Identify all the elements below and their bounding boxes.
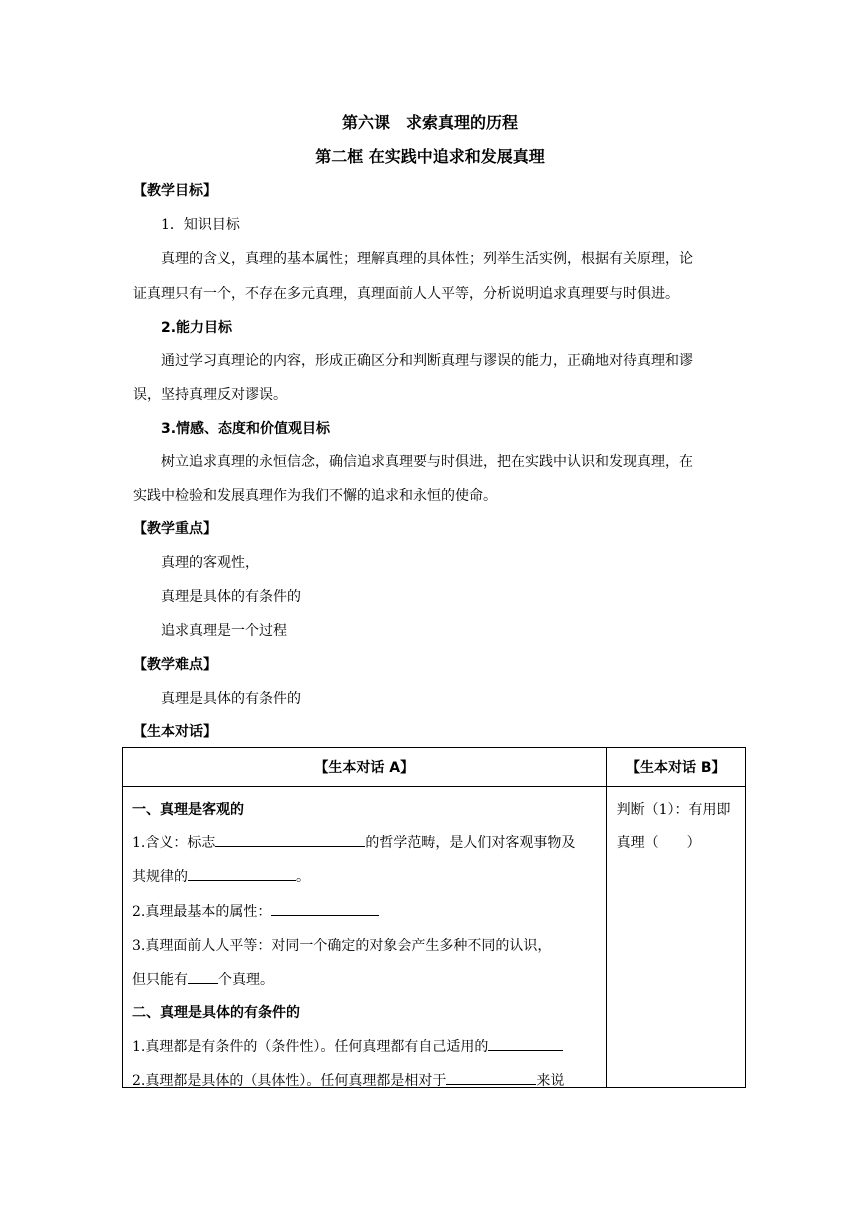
fill-in-item: 3.真理面前人人平等：对同一个确定的对象会产生多种不同的认识，: [132, 938, 552, 954]
judgment-line: 判断（1）：有用即: [616, 802, 731, 818]
fill-in-item: 1.含义：标志 的哲学范畴，是人们对客观事物及: [132, 832, 575, 852]
goals-heading: 【教学目标】: [133, 183, 217, 199]
dialogue-table: [122, 747, 746, 1088]
dialogue-a-cell: [123, 787, 607, 1088]
lesson-subtitle: 第二框 在实践中追求和发展真理: [315, 147, 545, 166]
key-points-heading: 【教学重点】: [133, 521, 217, 537]
ability-goal-line: 误，坚持真理反对谬误。: [133, 387, 287, 403]
answer-blank[interactable]: [488, 1036, 563, 1051]
key-point-item: 追求真理是一个过程: [161, 623, 287, 639]
knowledge-goal-heading: 1．知识目标: [161, 217, 240, 233]
knowledge-goal-line: 证真理只有一个，不存在多元真理，真理面前人人平等，分析说明追求真理要与时俱进。: [133, 286, 679, 302]
difficulty-heading: 【教学难点】: [133, 657, 217, 673]
fill-in-item: 但只能有 个真理。: [132, 969, 274, 989]
fill-in-item: 2.真理最基本的属性：: [132, 901, 379, 921]
ability-goal-heading: 2.能力目标: [161, 320, 233, 336]
section-heading: 二、真理是具体的有条件的: [132, 1005, 300, 1021]
dialogue-heading: 【生本对话】: [133, 724, 217, 740]
dialogue-b-cell: [606, 787, 745, 1088]
fill-in-item: 其规律的 。: [132, 866, 310, 886]
answer-blank[interactable]: [446, 1070, 536, 1085]
emotion-goal-heading: 3.情感、态度和价值观目标: [161, 421, 331, 437]
lesson-title: 第六课 求索真理的历程: [341, 113, 518, 132]
ability-goal-line: 通过学习真理论的内容，形成正确区分和判断真理与谬误的能力，正确地对待真理和谬: [161, 353, 693, 369]
dialogue-b-header: 【生本对话 B】: [606, 748, 745, 787]
answer-blank[interactable]: [271, 901, 379, 916]
dialogue-a-header: 【生本对话 A】: [123, 748, 607, 787]
judgment-line: 真理（ ）: [616, 835, 701, 851]
difficulty-item: 真理是具体的有条件的: [161, 691, 301, 707]
key-point-item: 真理的客观性，: [161, 555, 259, 571]
answer-blank[interactable]: [188, 866, 296, 881]
answer-blank[interactable]: [215, 832, 365, 847]
emotion-goal-line: 树立追求真理的永恒信念，确信追求真理要与时俱进，把在实践中认识和发现真理，在: [161, 454, 693, 470]
section-heading: 一、真理是客观的: [132, 802, 244, 818]
knowledge-goal-line: 真理的含义，真理的基本属性；理解真理的具体性；列举生活实例，根据有关原理，论: [161, 251, 693, 267]
key-point-item: 真理是具体的有条件的: [161, 589, 301, 605]
answer-blank[interactable]: [188, 969, 218, 984]
emotion-goal-line: 实践中检验和发展真理作为我们不懈的追求和永恒的使命。: [133, 488, 497, 504]
fill-in-item: 2.真理都是具体的（具体性）。任何真理都是相对于 来说: [132, 1070, 564, 1090]
fill-in-item: 1.真理都是有条件的（条件性）。任何真理都有自己适用的: [132, 1036, 563, 1056]
